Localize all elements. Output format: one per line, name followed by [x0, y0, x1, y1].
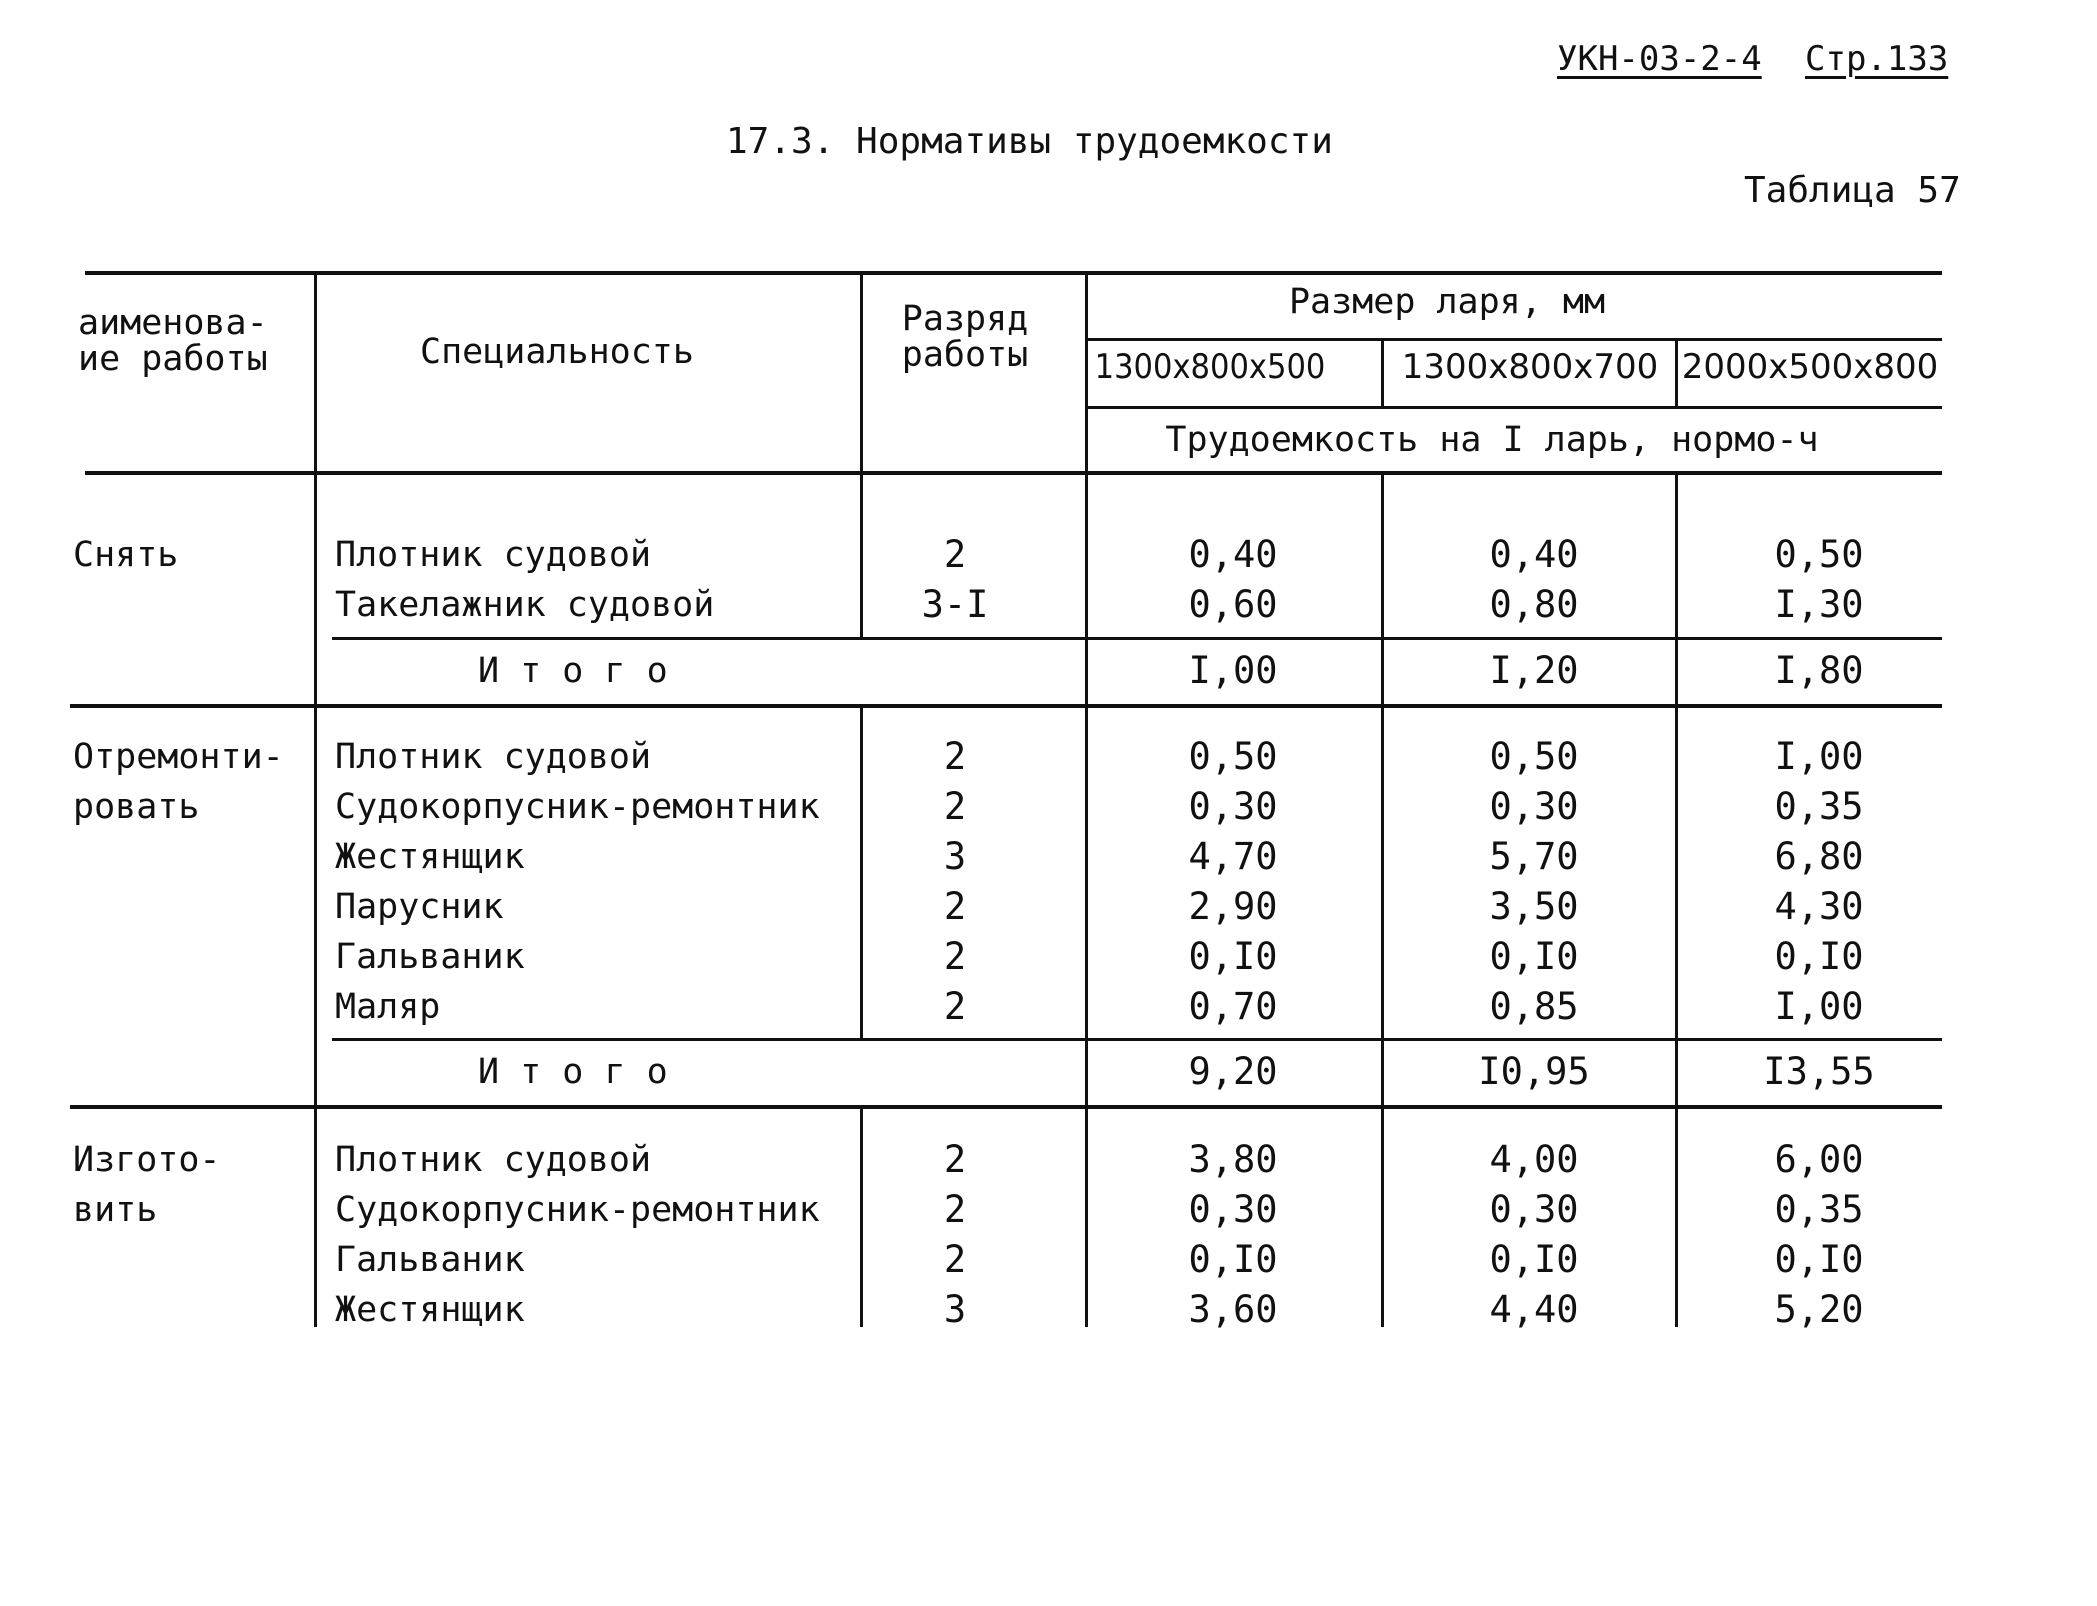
table-row-grade: 2	[943, 735, 967, 778]
table-row-specialty: Гальваник	[335, 937, 525, 977]
table-row-value-3: 0,35	[1774, 1188, 1864, 1231]
column-divider-grade-2	[860, 706, 863, 1040]
column-divider-grade-3	[860, 1107, 863, 1327]
table-row-value-1: 0,I0	[1188, 935, 1278, 978]
table-row-grade: 2	[943, 1138, 967, 1181]
table-row-grade: 2	[943, 935, 967, 978]
total-value-3: I,80	[1774, 649, 1864, 692]
header-size-rule	[1087, 338, 1942, 341]
table-row-value-3: 0,I0	[1774, 1238, 1864, 1281]
total-value-1: I,00	[1188, 649, 1278, 692]
header-specialty: Специальность	[420, 332, 694, 372]
size-divider-1	[1381, 471, 1384, 1327]
table-row-value-1: 2,90	[1188, 885, 1278, 928]
table-row-value-1: 0,30	[1188, 785, 1278, 828]
table-row-specialty: Плотник судовой	[335, 737, 652, 777]
group-3-work-name-line2: вить	[73, 1190, 158, 1230]
section-title: 17.3. Нормативы трудоемкости	[726, 121, 1333, 162]
table-row-value-3: 6,80	[1774, 835, 1864, 878]
table-row-value-2: 0,85	[1489, 985, 1579, 1028]
group-rule-2	[70, 1105, 1942, 1109]
table-row-specialty: Гальваник	[335, 1240, 525, 1280]
table-row-grade: 3-I	[921, 583, 989, 626]
table-row-value-2: 0,40	[1489, 533, 1579, 576]
table-row-value-2: 3,50	[1489, 885, 1579, 928]
group-1-work-name: Снять	[73, 535, 179, 575]
header-size-2: 1300x800x700	[1401, 347, 1659, 387]
table-row-value-1: 0,30	[1188, 1188, 1278, 1231]
table-row-value-2: 0,30	[1489, 785, 1579, 828]
table-row-value-2: 0,I0	[1489, 1238, 1579, 1281]
total-value-1: 9,20	[1188, 1050, 1278, 1093]
table-row-value-1: 0,70	[1188, 985, 1278, 1028]
table-row-value-2: 0,I0	[1489, 935, 1579, 978]
table-row-value-3: 5,20	[1774, 1288, 1864, 1331]
page-number: Стр.133	[1805, 39, 1949, 79]
table-row-value-3: 6,00	[1774, 1138, 1864, 1181]
total-label: И т о г о	[478, 1052, 668, 1092]
table-row-grade: 2	[943, 885, 967, 928]
header-grade-line1: Разряд	[901, 299, 1029, 339]
table-row-grade: 3	[943, 1288, 967, 1331]
table-row-value-3: 0,35	[1774, 785, 1864, 828]
table-row-specialty: Жестянщик	[335, 837, 525, 877]
column-divider-grade-1	[860, 271, 863, 639]
size-divider-header-1	[1381, 338, 1384, 406]
document-code: УКН-03-2-4	[1557, 39, 1762, 79]
table-row-value-1: 0,I0	[1188, 1238, 1278, 1281]
table-row-value-3: I,30	[1774, 583, 1864, 626]
table-row-grade: 3	[943, 835, 967, 878]
header-size-1: 1300x800x500	[1094, 347, 1326, 387]
table-row-value-3: 0,50	[1774, 533, 1864, 576]
group-3-work-name-line1: Изгото-	[73, 1140, 221, 1180]
size-divider-header-2	[1675, 338, 1678, 406]
total-rule-2	[332, 1038, 1942, 1041]
column-divider-specialty	[314, 271, 317, 1327]
group-2-work-name-line1: Отремонти-	[73, 737, 284, 777]
table-row-grade: 2	[943, 1188, 967, 1231]
header-sizes-rule	[1087, 406, 1942, 409]
table-row-value-2: 0,50	[1489, 735, 1579, 778]
table-row-value-1: 0,50	[1188, 735, 1278, 778]
total-value-2: I,20	[1489, 649, 1579, 692]
table-row-specialty: Плотник судовой	[335, 535, 652, 575]
table-row-specialty: Маляр	[335, 987, 441, 1027]
table-top-rule	[85, 271, 1942, 275]
table-row-value-3: I,00	[1774, 735, 1864, 778]
total-rule-1	[332, 637, 1942, 640]
table-row-value-1: 4,70	[1188, 835, 1278, 878]
column-divider-values	[1085, 271, 1088, 1327]
table-row-grade: 2	[943, 1238, 967, 1281]
header-work-name-line2: ие работы	[78, 339, 268, 379]
table-row-grade: 2	[943, 785, 967, 828]
table-row-grade: 2	[943, 985, 967, 1028]
header-bottom-rule	[85, 471, 1942, 475]
header-size-3: 2000x500x800	[1681, 347, 1939, 387]
table-row-value-3: 0,I0	[1774, 935, 1864, 978]
header-size-group: Размер ларя, мм	[1288, 282, 1606, 322]
table-row-specialty: Судокорпусник-ремонтник	[335, 787, 820, 827]
table-row-value-3: I,00	[1774, 985, 1864, 1028]
group-rule-1	[70, 704, 1942, 708]
table-row-specialty: Судокорпусник-ремонтник	[335, 1190, 820, 1230]
table-row-value-2: 0,30	[1489, 1188, 1579, 1231]
total-value-2: I0,95	[1478, 1050, 1590, 1093]
table-row-value-1: 3,80	[1188, 1138, 1278, 1181]
table-row-specialty: Такелажник судовой	[335, 585, 715, 625]
total-label: И т о г о	[478, 651, 668, 691]
header-grade-line2: работы	[901, 335, 1029, 375]
total-value-3: I3,55	[1763, 1050, 1875, 1093]
table-label: Таблица 57	[1744, 170, 1961, 211]
table-row-value-2: 4,00	[1489, 1138, 1579, 1181]
table-row-grade: 2	[943, 533, 967, 576]
table-row-value-1: 3,60	[1188, 1288, 1278, 1331]
group-2-work-name-line2: ровать	[73, 787, 200, 827]
header-labor-unit: Трудоемкость на I ларь, нормо-ч	[1165, 420, 1819, 460]
table-row-specialty: Жестянщик	[335, 1290, 525, 1330]
table-row-specialty: Плотник судовой	[335, 1140, 652, 1180]
table-row-value-2: 5,70	[1489, 835, 1579, 878]
size-divider-2	[1675, 471, 1678, 1327]
header-work-name-line1: аименова-	[78, 303, 268, 343]
table-row-value-2: 0,80	[1489, 583, 1579, 626]
table-row-value-1: 0,60	[1188, 583, 1278, 626]
table-row-value-1: 0,40	[1188, 533, 1278, 576]
table-row-specialty: Парусник	[335, 887, 504, 927]
table-row-value-3: 4,30	[1774, 885, 1864, 928]
table-row-value-2: 4,40	[1489, 1288, 1579, 1331]
